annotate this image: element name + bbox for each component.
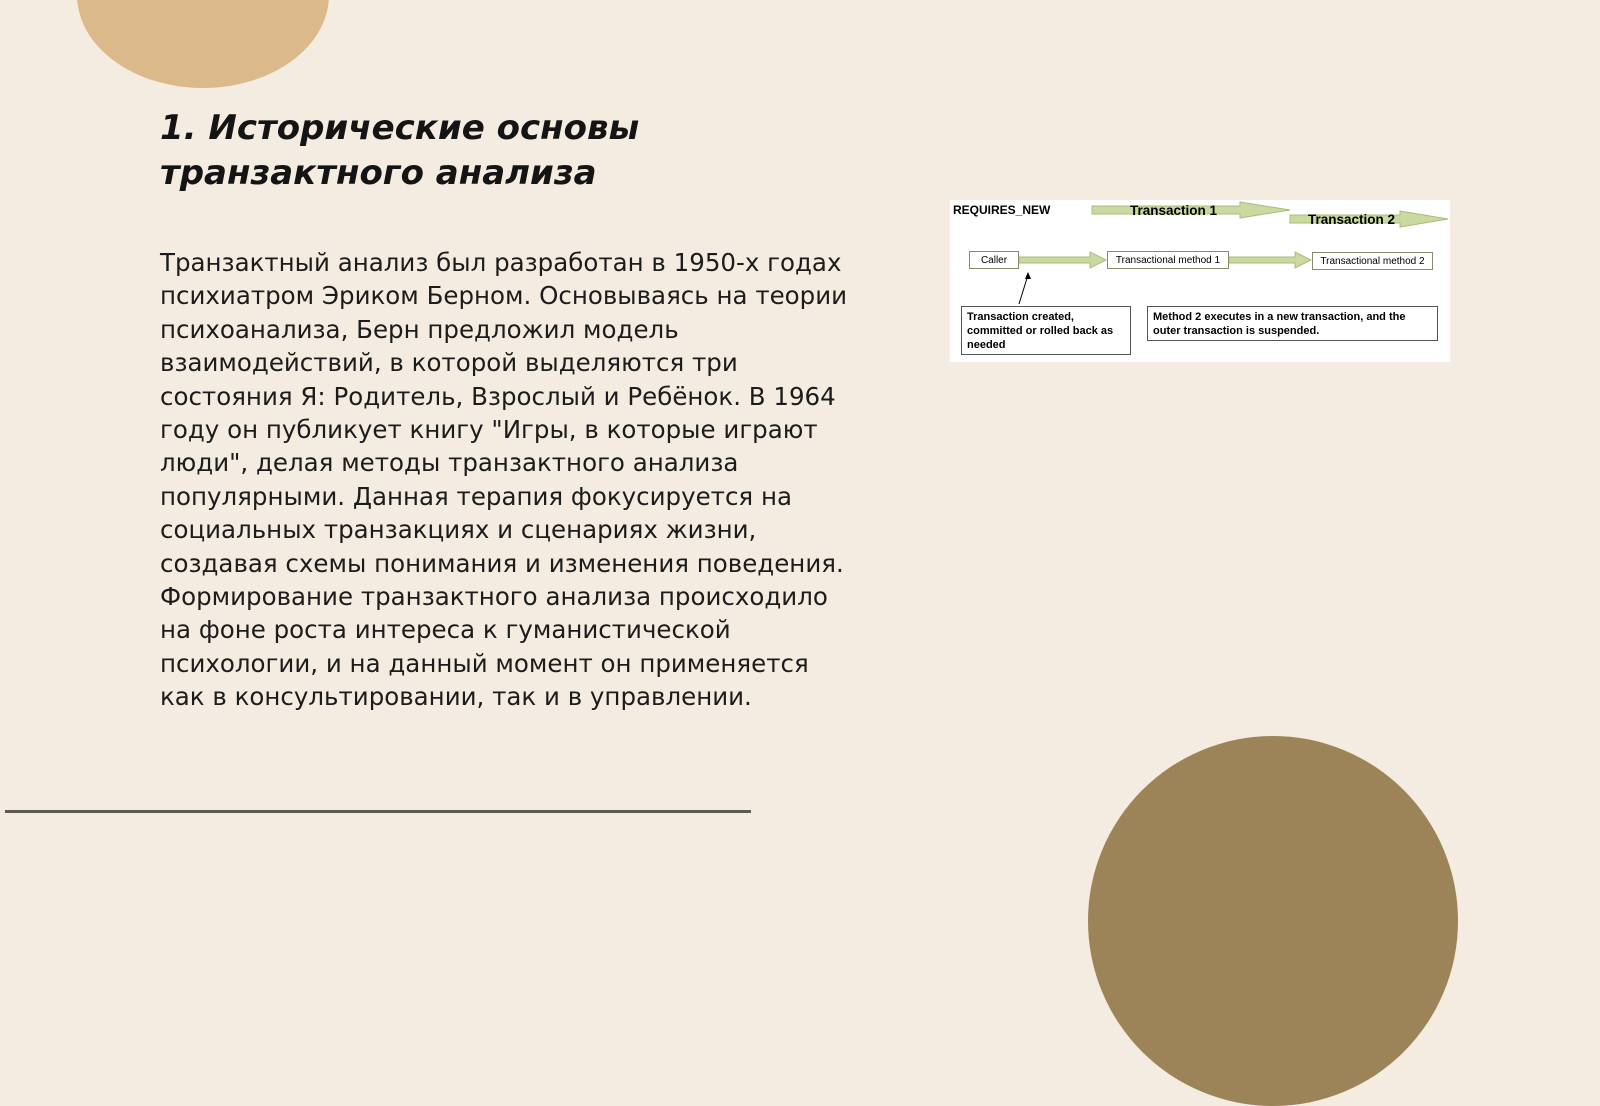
method2-box: Transactional method 2	[1312, 252, 1433, 270]
diagram-header-label: REQUIRES_NEW	[953, 203, 1051, 217]
note1-pointer-line	[1019, 275, 1028, 304]
decorative-circle-bottom	[1088, 736, 1458, 1106]
note-method2-new-transaction: Method 2 executes in a new transaction, and the outer transaction is suspended.	[1147, 306, 1438, 341]
transaction-diagram	[950, 200, 1450, 362]
divider-line	[5, 810, 751, 813]
note1-pointer-head	[1025, 272, 1031, 279]
decorative-circle-top	[77, 0, 329, 88]
caller-box: Caller	[969, 251, 1019, 269]
method1-to-method2-arrow	[1229, 252, 1311, 268]
transaction1-label: Transaction 1	[1130, 203, 1218, 218]
slide-body-text: Транзактный анализ был разработан в 1950-х годах психиатром Эриком Берном. Основываясь на теории психоанализа, Берн предложил модель взаимодействий, в которой выделяются три состояния Я: Родитель, Взрослый и Ребёнок. В 1964 году он публикует книгу "Игры, в которые играют люди", делая методы транзактного анализа популярными. Данная терапия фокусируется на социальных транзакциях и сценариях жизни, создавая схемы понимания и изменения поведения. Формирование транзактного анализа происходило на фоне роста интереса к гуманистической психологии, и на данный момент он применяется как в консультировании, так и в управлении.	[160, 248, 848, 712]
method1-box: Transactional method 1	[1107, 251, 1229, 269]
slide-title: 1. Исторические основы транзактного анализа	[160, 108, 640, 193]
transaction2-label: Transaction 2	[1308, 212, 1396, 227]
note-transaction-created: Transaction created, committed or rolled back as needed	[961, 306, 1131, 355]
caller-to-method1-arrow	[1019, 252, 1106, 268]
